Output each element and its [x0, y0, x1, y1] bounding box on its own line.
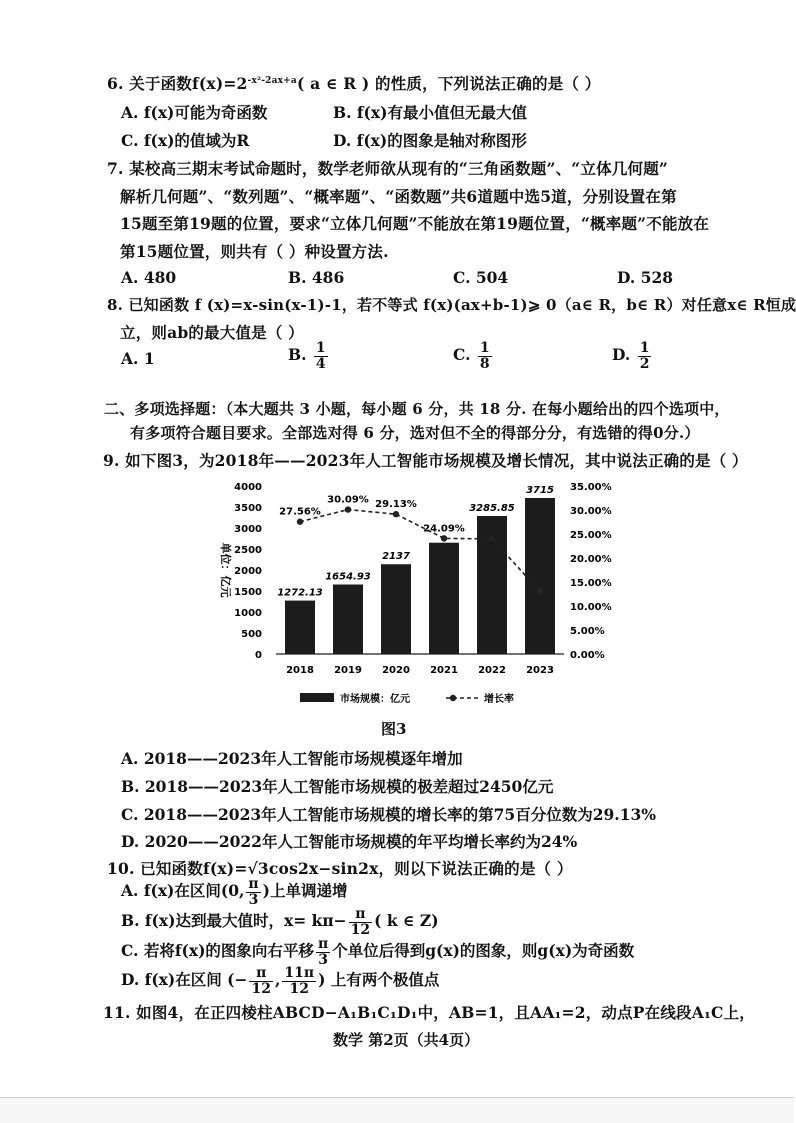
q8-b-denominator: 4: [315, 355, 326, 372]
legend-bar-swatch: [300, 693, 334, 702]
market-size-bar: [381, 564, 411, 654]
growth-rate-point: [345, 506, 351, 512]
q8-option-b-fraction: [314, 341, 328, 371]
left-tick-label: 2500: [234, 545, 262, 556]
x-tick-label: 2019: [334, 665, 362, 676]
q7-option-c: C. 504: [453, 268, 509, 287]
q6-stem-b: ( a ∈ R ) 的性质，下列说法正确的是（ ）: [296, 74, 601, 93]
market-size-bar: [429, 543, 459, 654]
q8-line2: 立，则ab的最大值是（ ）: [120, 323, 304, 342]
q10-d-numerator1: π: [249, 966, 272, 982]
right-tick-label: 20.00%: [570, 554, 612, 565]
q10-b-numerator: π: [349, 907, 372, 923]
q8-option-a: A. 1: [121, 349, 155, 368]
x-tick-label: 2021: [430, 665, 458, 676]
x-axis-ticks: [286, 665, 554, 676]
q11-stem: 11. 如图4，在正四棱柱ABCD−A₁B₁C₁D₁中，AB=1，且AA₁=2，动点P在线段A₁C上，: [103, 1003, 755, 1022]
legend-line-label: 增长率: [484, 694, 514, 705]
q7-line2: 解析几何题”、“数列题”、“概率题”、“函数题”共6道题中选5道，分别设置在第: [120, 187, 677, 206]
q8-option-d: [612, 341, 653, 371]
q10-option-b: [121, 907, 439, 937]
market-size-bar: [333, 584, 363, 654]
x-tick-label: 2018: [286, 665, 314, 676]
bottom-band: [0, 1098, 794, 1123]
market-size-label: 3715: [526, 484, 554, 496]
growth-rate-point: [489, 536, 495, 542]
growth-rate-point: [393, 511, 399, 517]
growth-rate-point: [537, 588, 543, 594]
left-tick-label: 3000: [234, 524, 262, 535]
right-tick-label: 10.00%: [570, 602, 612, 613]
market-size-bar: [285, 601, 315, 654]
q10-c-fraction: [316, 937, 330, 967]
q7-line3: 15题至第19题的位置，要求“立体几何题”不能放在第19题位置，“概率题”不能放在: [120, 214, 710, 233]
q8-option-c: [453, 341, 494, 371]
q10-d-text2: ) 上有两个极值点: [318, 970, 440, 990]
growth-rate-label: 30.09%: [327, 494, 369, 506]
q8-option-d-label: D.: [612, 345, 631, 365]
section2-header-line2: 有多项符合题目要求。全部选对得 6 分，选对但不全的得部分分，有选错的得0分.）: [130, 424, 700, 442]
left-axis-ticks: [234, 482, 262, 661]
q10-d-fraction2: [282, 966, 316, 996]
q10-a-text1: A. f(x)在区间(0,: [121, 881, 245, 901]
q10-d-denominator1: 12: [251, 980, 271, 997]
section2-header-line1: 二、多项选择题：（本大题共 3 小题，每小题 6 分，共 18 分. 在每小题给出的四个选项中，: [104, 400, 730, 418]
q9-stem: 9. 如下图3，为2018年——2023年人工智能市场规模及增长情况，其中说法正确的是（ ）: [103, 451, 748, 470]
q7-option-a: A. 480: [121, 268, 177, 287]
q10-d-separator: ,: [274, 970, 281, 990]
right-tick-label: 5.00%: [570, 626, 605, 637]
q10-c-text2: 个单位后得到g(x)的图象，则g(x)为奇函数: [332, 941, 635, 961]
q10-d-numerator2: 11π: [284, 965, 315, 981]
q10-a-fraction: [246, 877, 260, 907]
q6-exponent: -x²-2ax+a: [247, 75, 297, 86]
right-tick-label: 0.00%: [570, 650, 605, 661]
legend-bar-label: 市场规模：亿元: [340, 694, 410, 705]
q8-option-c-fraction: [478, 341, 492, 371]
growth-rate-label: 29.13%: [375, 499, 417, 511]
q7-option-b: B. 486: [288, 268, 345, 287]
page-footer: 数学 第2页（共4页）: [333, 1031, 480, 1049]
right-axis-ticks: [570, 482, 612, 661]
q8-d-denominator: 2: [639, 355, 650, 372]
left-tick-label: 4000: [234, 482, 262, 493]
q8-option-d-fraction: [638, 341, 652, 371]
q8-b-numerator: 1: [315, 340, 326, 356]
q8-c-numerator: 1: [479, 340, 490, 356]
q10-stem: 10. 已知函数f(x)=√3cos2x−sin2x，则以下说法正确的是（ ）: [107, 859, 573, 878]
x-tick-label: 2020: [382, 665, 410, 676]
q10-b-denominator: 12: [350, 921, 371, 938]
q6-option-a: A. f(x)可能为奇函数: [121, 103, 268, 122]
right-tick-label: 35.00%: [570, 482, 612, 493]
q10-c-denominator: 3: [318, 951, 328, 968]
q10-d-text1: D. f(x)在区间 (−: [121, 970, 248, 990]
left-tick-label: 3500: [234, 503, 262, 514]
q6-option-b: B. f(x)有最小值但无最大值: [333, 103, 527, 122]
q8-option-b-label: B.: [288, 345, 307, 365]
q6-stem: [107, 72, 600, 94]
x-tick-label: 2023: [526, 665, 554, 676]
legend-line-marker: [450, 695, 456, 701]
q10-d-fraction1: [249, 966, 272, 996]
q7-line4: 第15题位置，则共有（ ）种设置方法.: [120, 242, 389, 261]
q10-c-numerator: π: [317, 936, 329, 952]
q8-option-c-label: C.: [453, 345, 471, 365]
q10-b-text2: ( k ∈ Z): [374, 911, 439, 931]
x-tick-label: 2022: [478, 665, 506, 676]
chart-legend: [300, 692, 514, 705]
left-tick-label: 500: [241, 629, 262, 640]
market-size-label: 3285.85: [469, 502, 515, 514]
q10-a-text2: )上单调递增: [262, 881, 348, 901]
left-tick-label: 0: [255, 650, 262, 661]
right-tick-label: 25.00%: [570, 530, 612, 541]
q8-option-b: [288, 341, 330, 371]
market-size-label: 2137: [382, 551, 410, 563]
q10-a-numerator: π: [248, 876, 259, 892]
q10-b-fraction: [349, 907, 372, 937]
q10-d-denominator2: 12: [289, 980, 309, 997]
growth-rate-point: [441, 535, 447, 541]
q9-option-b: B. 2018——2023年人工智能市场规模的极差超过2450亿元: [121, 777, 554, 796]
growth-rate-label: 27.56%: [279, 506, 321, 518]
q10-a-denominator: 3: [248, 891, 259, 908]
market-size-label: 1272.13: [277, 587, 323, 599]
market-chart: [219, 474, 628, 714]
q6-option-d: D. f(x)的图象是轴对称图形: [333, 131, 527, 150]
q9-option-c: C. 2018——2023年人工智能市场规模的增长率的第75百分位数为29.13%: [121, 805, 656, 824]
q10-option-a: [121, 877, 348, 907]
q7-option-d: D. 528: [617, 268, 674, 287]
q6-option-c: C. f(x)的值域为R: [121, 131, 250, 150]
q6-stem-a: 6. 关于函数: [107, 74, 192, 93]
market-size-bar: [525, 498, 555, 654]
growth-rate-label: 24.09%: [423, 523, 465, 535]
q10-b-text1: B. f(x)达到最大值时，x= kπ−: [121, 911, 347, 931]
left-tick-label: 1500: [234, 587, 262, 598]
market-size-label: 1654.93: [325, 571, 371, 583]
q8-line1: 8. 已知函数 f (x)=x-sin(x-1)-1，若不等式 f(x)(ax+b-1)⩾ 0（a∈ R，b∈ R）对任意x∈ R恒成: [107, 296, 796, 314]
q8-c-denominator: 8: [479, 355, 490, 372]
q6-function: f(x)=2: [191, 74, 248, 93]
q10-option-d: [121, 966, 439, 996]
right-tick-label: 15.00%: [570, 578, 612, 589]
q8-d-numerator: 1: [639, 340, 650, 356]
q10-option-c: [121, 937, 634, 967]
figure-3-caption: 图3: [381, 720, 407, 738]
growth-rate-point: [297, 519, 303, 525]
q9-option-d: D. 2020——2022年人工智能市场规模的年平均增长率约为24%: [121, 832, 578, 851]
q7-line1: 7. 某校高三期末考试命题时，数学老师欲从现有的“三角函数题”、“立体几何题”: [107, 159, 669, 178]
q9-option-a: A. 2018——2023年人工智能市场规模逐年增加: [121, 749, 463, 768]
right-tick-label: 30.00%: [570, 506, 612, 517]
y-left-axis-label: 单位：亿元: [219, 542, 232, 598]
left-tick-label: 2000: [234, 566, 262, 577]
q10-c-text1: C. 若将f(x)的图象向右平移: [121, 941, 314, 961]
left-tick-label: 1000: [234, 608, 262, 619]
